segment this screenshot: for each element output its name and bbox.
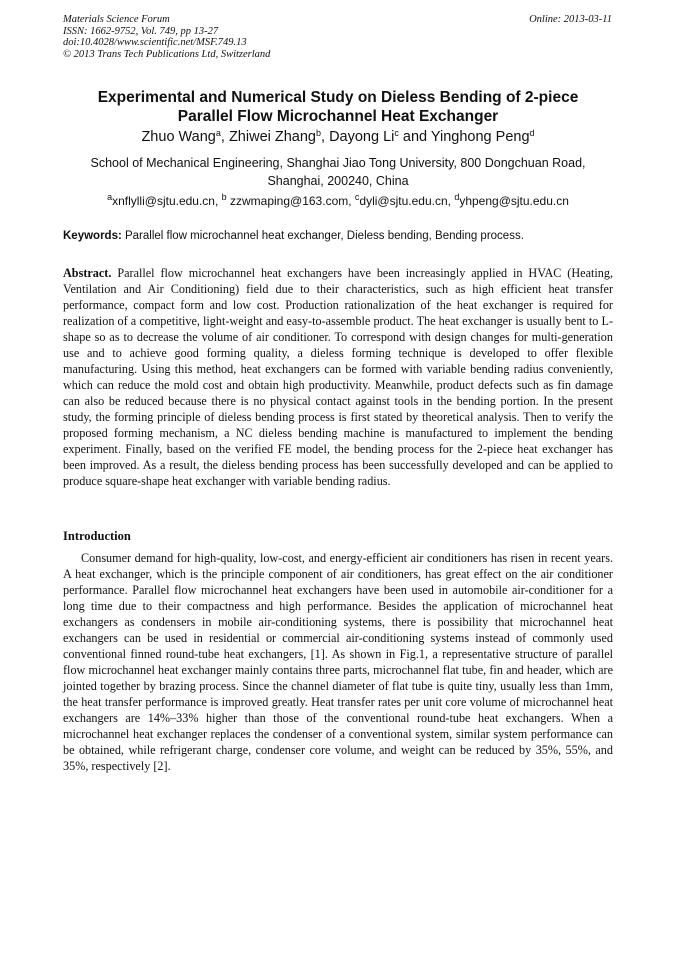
- journal-copyright: © 2013 Trans Tech Publications Ltd, Switzerland: [63, 48, 271, 60]
- author-and: and: [398, 129, 431, 145]
- abstract: [63, 265, 613, 489]
- title-line-2: Parallel Flow Microchannel Heat Exchanger: [177, 107, 499, 125]
- journal-name: Materials Science Forum: [63, 14, 170, 25]
- introduction-heading: Introduction: [63, 529, 131, 543]
- author-list: [63, 128, 613, 146]
- email-d: yhpeng@sjtu.edu.cn: [459, 194, 569, 208]
- email-c: dyli@sjtu.edu.cn,: [359, 194, 455, 208]
- journal-doi: doi:10.4028/www.scientific.net/MSF.749.13: [63, 37, 247, 49]
- online-date: Online: 2013-03-11: [529, 14, 612, 25]
- affiliation: School of Mechanical Engineering, Shanghai Jiao Tong University, 800 Dongchuan Road, Shanghai, 200240, China: [90, 156, 586, 188]
- author-4: Yinghong Peng: [430, 129, 530, 145]
- title-line-1: Experimental and Numerical Study on Dieless Bending of 2-piece: [97, 89, 579, 106]
- author-3: Dayong Li: [329, 129, 395, 145]
- email-a-mark: a: [107, 192, 113, 202]
- author-2: Zhiwei Zhang: [228, 129, 316, 145]
- journal-header: [63, 14, 270, 60]
- introduction-body: [63, 550, 613, 774]
- email-b-mark: b: [221, 192, 227, 202]
- journal-issn: ISSN: 1662-9752, Vol. 749, pp 13-27: [63, 25, 219, 37]
- introduction-paragraph: Consumer demand for high-quality, low-cost, and energy-efficient air conditioners has risen in recent years. A heat exchanger, which is the principle component of air conditioners, has great effect on the air conditioner performance. Parallel flow microchannel heat exchangers have been used in automobile air-conditioner for a long time due to their compactness and high performance. Besides the application of microchannel heat exchangers as condensers in mobile air-conditioning systems, there is possibility that microchannel heat exchangers can be used in residential or commercial air-conditioning systems instead of commonly used conventional finned round-tube heat exchangers, [1]. As shown in Fig.1, a representative structure of parallel flow microchannel heat exchanger mainly contains three parts, microchannel flat tube, fin and header, which are jointed together by brazing process. Since the channel diameter of flat tube is quite tiny, usually less than 1mm, the heat transfer performance is improved greatly. Heat transfer rates per unit core volume of microchannel heat exchangers are 14%–33% higher than those of the conventional round-tube heat exchangers. When a microchannel heat exchanger replaces the condenser of a conventional system, similar system performance can be obtained, while refrigerant charge, condenser core volume, and weight can be reduced by 35%, 55%, and 35%, respectively [2].: [63, 551, 613, 773]
- author-1-mark: a: [215, 128, 221, 138]
- author-separator: ,: [220, 129, 229, 145]
- keywords-text: Parallel flow microchannel heat exchanger, Dieless bending, Bending process.: [121, 230, 524, 242]
- author-emails: [63, 193, 613, 209]
- author-3-mark: c: [394, 128, 399, 138]
- email-c-mark: c: [354, 192, 360, 202]
- abstract-text: Parallel flow microchannel heat exchangers have been increasingly applied in HVAC (Heating, Ventilation and Air Conditioning) field due to their characteristics, such as high efficient heat transfer performance, compact form and low cost. Production rationalization of the heat exchanger is required for realization of a competitive, light-weight and easy-to-assemble product. The heat exchanger is usually bent to L-shape so as to decrease the volume of air conditioner. To correspond with design changes for multi-generation use and to achieve good forming quality, a dieless forming technique is developed to offer flexible manufacturing. Using this method, heat exchangers can be formed with variable bending radius conveniently, which can reduce the mold cost and obtain high productivity. Meanwhile, product defects such as fin damage can also be reduced because there is no physical contact against tools in the bending portion. In the present study, the forming principle of dieless bending process is first stated by theoretical analysis. Then to verify the proposed forming mechanism, a NC dieless bending machine is manufactured to implement the bending experiment. Finally, based on the verified FE model, the bending process for the 2-piece heat exchanger has been improved. As a result, the dieless bending process has been successfully developed and can be applied to produce square-shape heat exchanger with variable bending radius.: [63, 266, 613, 488]
- paper-title: [63, 89, 613, 126]
- keywords: [63, 228, 613, 244]
- email-d-mark: d: [454, 192, 460, 202]
- email-a: xnflylli@sjtu.edu.cn,: [112, 194, 222, 208]
- author-2-mark: b: [316, 128, 322, 138]
- email-b: zzwmaping@163.com,: [226, 194, 355, 208]
- author-4-mark: d: [529, 128, 535, 138]
- author-separator: ,: [321, 129, 330, 145]
- abstract-label: Abstract.: [63, 266, 112, 280]
- author-1: Zhuo Wang: [141, 129, 216, 145]
- keywords-label: Keywords:: [63, 230, 122, 242]
